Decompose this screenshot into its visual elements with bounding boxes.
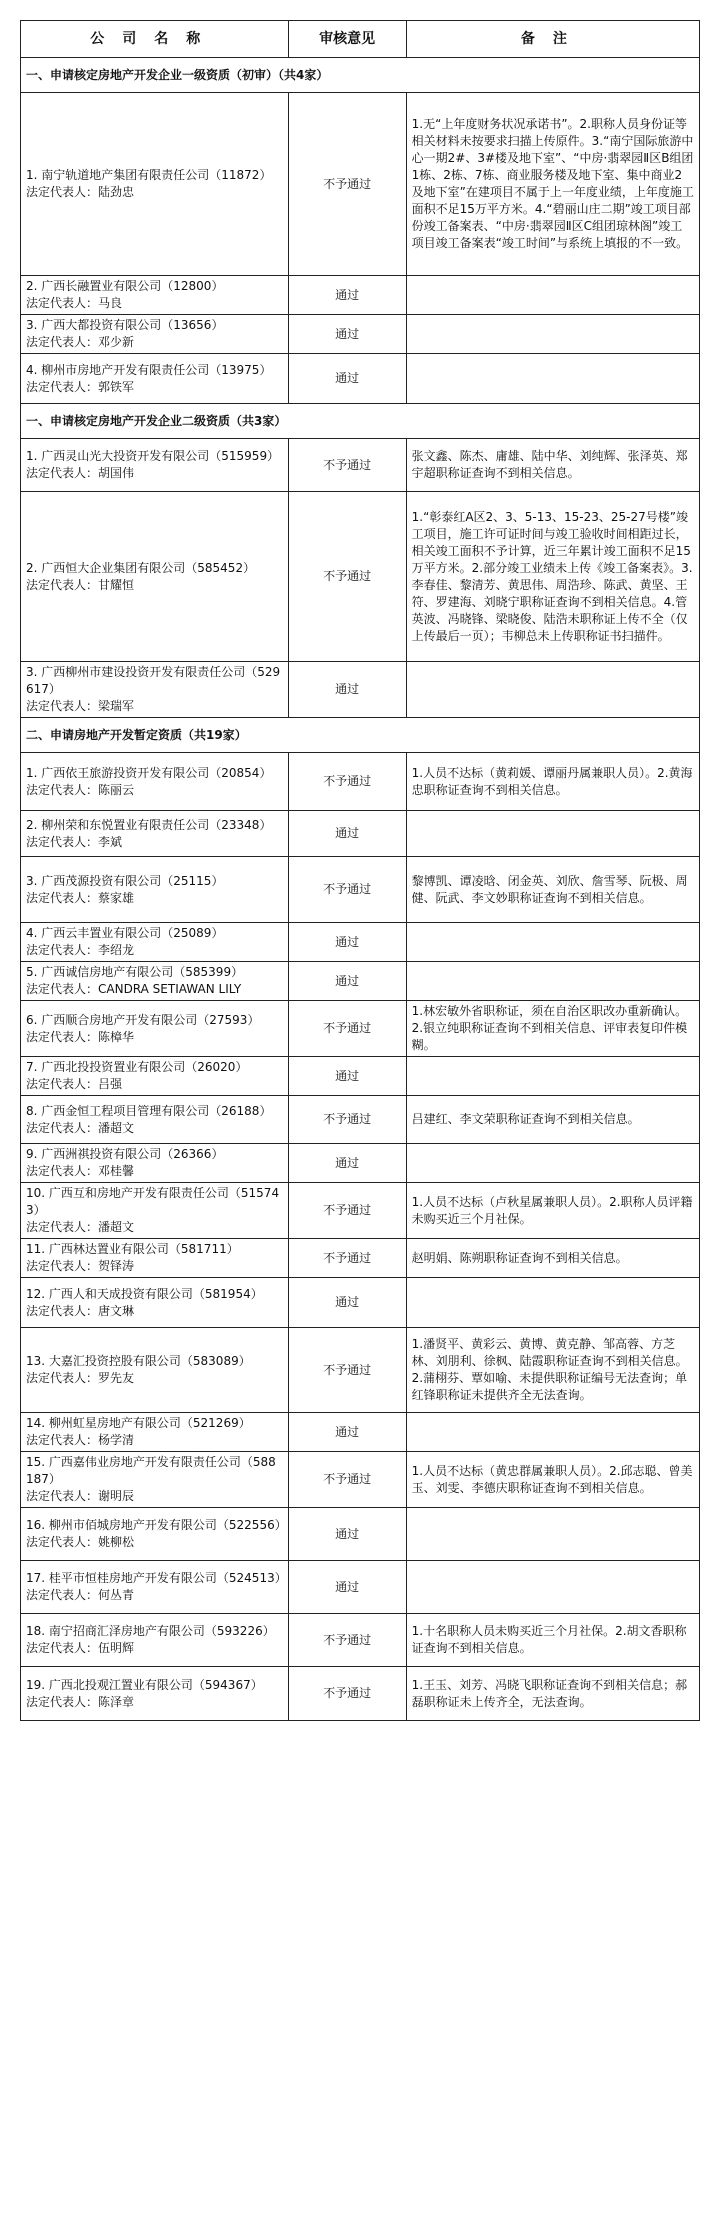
legal-representative: 法定代表人：潘超文 [26,1220,135,1234]
remark-cell [406,962,699,1001]
company-cell [21,1614,289,1667]
table-row [21,1239,700,1278]
legal-representative: 法定代表人：陆劲忠 [26,185,135,199]
company-cell [21,1183,289,1239]
company-cell [21,315,289,354]
table-row [21,315,700,354]
section-row [21,58,700,93]
table-row [21,1561,700,1614]
company-name: 19. 广西北投观江置业有限公司（594367） [26,1677,263,1692]
remark-cell: 张文鑫、陈杰、庸雄、陆中华、刘纯辉、张泽英、郑宇超职称证查询不到相关信息。 [406,439,699,492]
company-name: 6. 广西顺合房地产开发有限公司（27593） [26,1012,260,1027]
company-cell [21,1413,289,1452]
legal-representative: 法定代表人：李斌 [26,834,123,849]
remark-cell: 吕建红、李文荣职称证查询不到相关信息。 [406,1096,699,1144]
company-name: 11. 广西林达置业有限公司（581711） [26,1242,239,1256]
review-result: 通过 [288,1561,406,1614]
remark-cell [406,1561,699,1614]
review-result: 通过 [288,276,406,315]
review-result: 通过 [288,1278,406,1328]
remark-cell: 1.王玉、刘芳、冯晓飞职称证查询不到相关信息；郝磊职称证未上传齐全，无法查询。 [406,1667,699,1721]
table-row [21,1413,700,1452]
review-result: 不予通过 [288,1096,406,1144]
table-row [21,1614,700,1667]
header-row [21,21,700,58]
remark-cell [406,315,699,354]
company-name: 10. 广西互和房地产开发有限责任公司（515743） [26,1186,280,1217]
legal-representative: 法定代表人：陈泽章 [26,1694,135,1709]
review-result: 通过 [288,662,406,718]
legal-representative: 法定代表人：蔡家雄 [26,890,135,905]
table-row [21,93,700,276]
table-row [21,811,700,857]
table-row [21,662,700,718]
remark-cell: 1.人员不达标（黄莉媛、谭丽丹属兼职人员）。2.黄海忠职称证查询不到相关信息。 [406,753,699,811]
table-row [21,753,700,811]
company-name: 18. 南宁招商汇泽房地产有限公司（593226） [26,1624,275,1638]
remark-cell [406,1144,699,1183]
company-name: 17. 桂平市恒桂房地产开发有限公司（524513） [26,1571,287,1585]
company-name: 4. 广西云丰置业有限公司（25089） [26,926,224,940]
legal-representative: 法定代表人：邓少新 [26,335,135,349]
remark-cell: 1.“彰泰红A区2、3、5-13、15-23、25-27号楼”竣工项目，施工许可证时间与竣工验收时间相距过长，相关竣工面积不予计算，近三年累计竣工面积不足15万平方米。2.部分竣工业绩未上传《竣工备案表》。3.李春佳、黎清芳、黄思伟、周浩珍、陈武、黄坚、王符、罗建海、刘晓宁职称证查询不到相关信息。4.管英波、冯晓锋、梁晓俊、陆浩未职称证上传不全（仅上传最后一页）；韦柳总未上传职称证书扫描件。 [406,492,699,662]
remark-cell: 赵明娟、陈朔职称证查询不到相关信息。 [406,1239,699,1278]
company-name: 13. 大嘉汇投资控股有限公司（583089） [26,1354,251,1368]
legal-representative: 法定代表人：甘耀恒 [26,577,135,592]
legal-representative: 法定代表人：邓桂馨 [26,1164,135,1178]
company-cell [21,1096,289,1144]
company-cell [21,962,289,1001]
section-title: 二、申请房地产开发暂定资质（共19家） [21,718,700,753]
review-result: 不予通过 [288,1183,406,1239]
table-row [21,276,700,315]
company-name: 9. 广西洲祺投资有限公司（26366） [26,1147,224,1161]
review-result: 不予通过 [288,93,406,276]
company-name: 14. 柳州虹星房地产有限公司（521269） [26,1416,251,1430]
header-result: 审核意见 [288,21,406,58]
table-body [21,58,700,1721]
legal-representative: 法定代表人：杨学清 [26,1433,135,1447]
company-name: 5. 广西诚信房地产有限公司（585399） [26,965,244,979]
table-row [21,1057,700,1096]
review-result: 不予通过 [288,492,406,662]
company-cell [21,1508,289,1561]
legal-representative: 法定代表人：马良 [26,296,123,310]
table-row [21,1144,700,1183]
company-cell [21,1057,289,1096]
legal-representative: 法定代表人：李绍龙 [26,943,135,957]
legal-representative: 法定代表人：陈樟华 [26,1029,135,1044]
company-cell [21,276,289,315]
company-name: 1. 南宁轨道地产集团有限责任公司（11872） [26,168,272,182]
table-row [21,857,700,923]
remark-cell [406,276,699,315]
table-row [21,1278,700,1328]
legal-representative: 法定代表人：何丛青 [26,1588,135,1602]
legal-representative: 法定代表人：唐文琳 [26,1303,135,1318]
remark-cell: 1.人员不达标（黄忠群属兼职人员）。2.邱志聪、曾美玉、刘雯、李德庆职称证查询不到相关信息。 [406,1452,699,1508]
section-row [21,404,700,439]
review-result: 通过 [288,962,406,1001]
review-result: 通过 [288,923,406,962]
legal-representative: 法定代表人：潘超文 [26,1120,135,1135]
remark-cell [406,811,699,857]
review-result: 不予通过 [288,439,406,492]
remark-cell: 1.十名职称人员未购买近三个月社保。2.胡文香职称证查询不到相关信息。 [406,1614,699,1667]
table-row [21,1183,700,1239]
remark-cell [406,1413,699,1452]
company-cell [21,923,289,962]
table-row [21,1001,700,1057]
company-cell [21,1452,289,1508]
company-name: 8. 广西金恒工程项目管理有限公司（26188） [26,1103,272,1118]
review-result: 不予通过 [288,1239,406,1278]
review-result: 通过 [288,1508,406,1561]
company-name: 3. 广西大都投资有限公司（13656） [26,318,224,332]
table-row [21,1452,700,1508]
review-result: 通过 [288,354,406,404]
company-name: 16. 柳州市佰城房地产开发有限公司（522556） [26,1518,287,1532]
company-cell [21,492,289,662]
company-name: 15. 广西嘉伟业房地产开发有限责任公司（588187） [26,1455,276,1486]
review-result: 不予通过 [288,1328,406,1413]
remark-cell [406,1508,699,1561]
legal-representative: 法定代表人：陈丽云 [26,782,135,797]
review-table [20,20,700,1721]
company-name: 3. 广西柳州市建设投资开发有限责任公司（529617） [26,665,281,696]
company-name: 4. 柳州市房地产开发有限责任公司（13975） [26,362,272,377]
company-cell [21,662,289,718]
remark-cell: 1.人员不达标（卢秋星属兼职人员）。2.职称人员评籍未购买近三个月社保。 [406,1183,699,1239]
remark-cell: 1.潘贤平、黄彩云、黄博、黄克静、邹高蓉、方芝林、刘朋利、徐枫、陆霞职称证查询不到相关信息。2.蒲栩芬、覃如喻、未提供职称证编号无法查询；单红锋职称证未提供齐全无法查询。 [406,1328,699,1413]
company-cell [21,811,289,857]
company-name: 1. 广西灵山光大投资开发有限公司（515959） [26,449,280,463]
table-row [21,923,700,962]
legal-representative: 法定代表人：吕强 [26,1077,123,1091]
company-name: 7. 广西北投投资置业有限公司（26020） [26,1060,248,1074]
company-cell [21,1328,289,1413]
review-result: 不予通过 [288,857,406,923]
company-name: 2. 广西长融置业有限公司（12800） [26,279,224,293]
header-company: 公司名称 [21,21,289,58]
company-cell [21,1001,289,1057]
legal-representative: 法定代表人：伍明辉 [26,1641,135,1655]
remark-cell: 1.林宏敏外省职称证，须在自治区职改办重新确认。2.银立纯职称证查询不到相关信息、评审表复印件模糊。 [406,1001,699,1057]
table-row [21,354,700,404]
review-result: 通过 [288,1144,406,1183]
company-cell [21,93,289,276]
table-row [21,1328,700,1413]
table-row [21,492,700,662]
company-name: 2. 广西恒大企业集团有限公司（585452） [26,560,256,575]
remark-cell: 黎博凯、谭凌晗、闭金英、刘欣、詹雪琴、阮极、周健、阮武、李文妙职称证查询不到相关信息。 [406,857,699,923]
review-result: 通过 [288,811,406,857]
legal-representative: 法定代表人：梁瑞军 [26,699,135,713]
legal-representative: 法定代表人：CANDRA SETIAWAN LILY [26,982,242,996]
legal-representative: 法定代表人：贺铎涛 [26,1259,135,1273]
company-name: 3. 广西茂源投资有限公司（25115） [26,873,224,888]
review-result: 不予通过 [288,1452,406,1508]
table-row [21,962,700,1001]
remark-cell [406,923,699,962]
company-name: 1. 广西依王旅游投资开发有限公司（20854） [26,765,272,780]
legal-representative: 法定代表人：罗先友 [26,1371,135,1385]
legal-representative: 法定代表人：胡国伟 [26,466,135,480]
review-result: 不予通过 [288,1614,406,1667]
legal-representative: 法定代表人：郭铁军 [26,379,135,394]
company-cell [21,1667,289,1721]
remark-cell [406,1278,699,1328]
review-result: 通过 [288,1057,406,1096]
section-title: 一、申请核定房地产开发企业二级资质（共3家） [21,404,700,439]
company-cell [21,1144,289,1183]
remark-cell [406,1057,699,1096]
company-cell [21,439,289,492]
company-cell [21,1561,289,1614]
table-row [21,439,700,492]
section-row [21,718,700,753]
remark-cell [406,354,699,404]
review-result: 不予通过 [288,1667,406,1721]
table-row [21,1667,700,1721]
review-result: 不予通过 [288,753,406,811]
header-remark: 备注 [406,21,699,58]
table-row [21,1508,700,1561]
remark-cell: 1.无“上年度财务状况承诺书”。2.职称人员身份证等相关材料未按要求扫描上传原件。3.“南宁国际旅游中心一期2#、3#楼及地下室”、“中房·翡翠园Ⅱ区B组团1栋、2栋、7栋、商业服务楼及地下室、集中商业2及地下室”在建项目不属于上一年度业绩，上年度施工面积不足15万平方米。4.“碧丽山庄二期”竣工项目部份竣工备案表、“中房·翡翠园Ⅱ区C组团琼林阁”竣工项目竣工备案表“竣工时间”与系统上填报的不一致。 [406,93,699,276]
company-cell [21,857,289,923]
legal-representative: 法定代表人：姚柳松 [26,1535,135,1549]
company-cell [21,1239,289,1278]
section-title: 一、申请核定房地产开发企业一级资质（初审）（共4家） [21,58,700,93]
company-cell [21,1278,289,1328]
remark-cell [406,662,699,718]
company-cell [21,354,289,404]
legal-representative: 法定代表人：谢明辰 [26,1489,135,1503]
company-cell [21,753,289,811]
company-name: 12. 广西人和天成投资有限公司（581954） [26,1286,263,1301]
company-name: 2. 柳州荣和东悦置业有限责任公司（23348） [26,817,272,832]
review-result: 不予通过 [288,1001,406,1057]
review-result: 通过 [288,315,406,354]
review-result: 通过 [288,1413,406,1452]
table-row [21,1096,700,1144]
